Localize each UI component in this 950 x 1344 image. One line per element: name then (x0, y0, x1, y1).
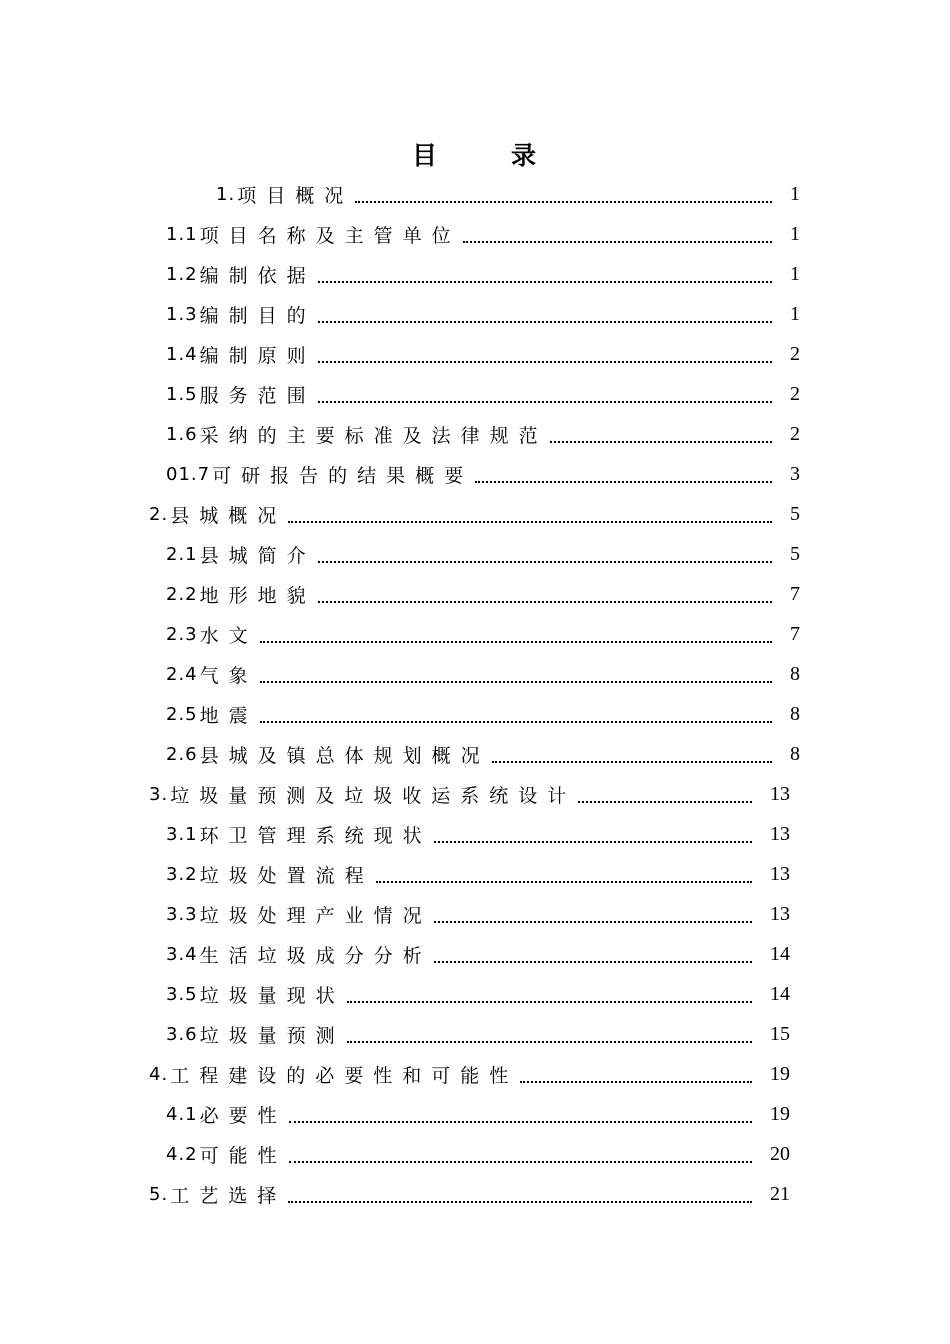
toc-entry-label: 项目名称及主管单位 (199, 224, 461, 247)
toc-dot-leader (355, 201, 772, 203)
toc-entry[interactable] (166, 934, 790, 974)
toc-dot-leader (318, 561, 772, 563)
toc-entry[interactable] (166, 654, 800, 694)
toc-entry-label: 编制原则 (199, 344, 316, 367)
toc-dot-leader (347, 1001, 752, 1003)
toc-entry-label: 编制依据 (199, 264, 316, 287)
toc-entry-label: 工艺选择 (170, 1184, 287, 1207)
toc-entry-label: 项目概况 (237, 184, 354, 207)
toc-entry-page: 5 (790, 502, 800, 525)
toc-dot-leader (318, 401, 772, 403)
toc-entry-number: 1. (216, 183, 236, 205)
page-title (0, 136, 950, 172)
toc-entry-page: 2 (790, 342, 800, 365)
toc-dot-leader (550, 441, 772, 443)
toc-entry-number: 3.4 (166, 943, 198, 965)
toc-entry[interactable] (166, 254, 800, 294)
toc-entry-label: 垃圾处置流程 (199, 864, 374, 887)
toc-entry-page: 13 (770, 782, 790, 805)
toc-dot-leader (376, 881, 752, 883)
toc-entry-page: 15 (770, 1022, 790, 1045)
toc-dot-leader (260, 641, 772, 643)
toc-entry-number: 1.1 (166, 223, 198, 245)
toc-dot-leader (288, 1201, 752, 1203)
toc-entry-label: 必要性 (199, 1104, 287, 1127)
toc-entry-number: 2.5 (166, 703, 198, 725)
title-part-1: 目 (411, 141, 439, 170)
toc-dot-leader (434, 841, 752, 843)
toc-entry-label: 县城简介 (199, 544, 316, 567)
toc-dot-leader (434, 961, 752, 963)
toc-entry[interactable] (216, 174, 800, 214)
toc-entry[interactable] (166, 694, 800, 734)
toc-entry-page: 2 (790, 422, 800, 445)
toc-entry-label: 垃圾量预测及垃圾收运系统设计 (170, 784, 577, 807)
toc-dot-leader (520, 1081, 752, 1083)
toc-entry-number: 1.3 (166, 303, 198, 325)
toc-entry-label: 采纳的主要标准及法律规范 (199, 424, 548, 447)
toc-entry-page: 8 (790, 702, 800, 725)
toc-entry-label: 水文 (199, 624, 258, 647)
toc-entry-page: 1 (790, 302, 800, 325)
toc-entry-page: 1 (790, 222, 800, 245)
toc-entry[interactable] (166, 894, 790, 934)
toc-entry-number: 5. (149, 1183, 169, 1205)
toc-entry-label: 工程建设的必要性和可能性 (170, 1064, 519, 1087)
toc-entry-label: 生活垃圾成分分析 (199, 944, 432, 967)
toc-entry[interactable] (166, 374, 800, 414)
toc-entry-label: 气象 (199, 664, 258, 687)
toc-dot-leader (475, 481, 772, 483)
toc-entry-number: 1.5 (166, 383, 198, 405)
toc-entry-number: 1.4 (166, 343, 198, 365)
toc-entry-page: 1 (790, 262, 800, 285)
toc-entry-page: 7 (790, 582, 800, 605)
toc-entry-number: 1.2 (166, 263, 198, 285)
toc-entry[interactable] (166, 614, 800, 654)
toc-entry-page: 8 (790, 662, 800, 685)
toc-entry-label: 服务范围 (199, 384, 316, 407)
toc-entry[interactable] (149, 1054, 790, 1094)
toc-entry-page: 5 (790, 542, 800, 565)
toc-entry-number: 3.5 (166, 983, 198, 1005)
toc-entry[interactable] (166, 534, 800, 574)
toc-entry[interactable] (166, 854, 790, 894)
toc-entry-page: 19 (770, 1102, 790, 1125)
toc-entry-page: 13 (770, 902, 790, 925)
title-part-2: 录 (511, 141, 539, 170)
toc-dot-leader (260, 681, 772, 683)
toc-entry-page: 7 (790, 622, 800, 645)
toc-entry-page: 2 (790, 382, 800, 405)
toc-entry-page: 19 (770, 1062, 790, 1085)
toc-entry-label: 环卫管理系统现状 (199, 824, 432, 847)
toc-entry-label: 可研报告的结果概要 (212, 464, 474, 487)
toc-entry-label: 地形地貌 (199, 584, 316, 607)
toc-entry[interactable] (166, 1134, 790, 1174)
toc-entry-number: 3.2 (166, 863, 198, 885)
toc-entry-page: 20 (770, 1142, 790, 1165)
toc-entry-page: 13 (770, 862, 790, 885)
toc-entry-page: 21 (770, 1182, 790, 1205)
toc-entry-number: 4.1 (166, 1103, 198, 1125)
toc-entry-number: 4.2 (166, 1143, 198, 1165)
toc-dot-leader (434, 921, 752, 923)
toc-dot-leader (318, 601, 772, 603)
toc-entry-page: 13 (770, 822, 790, 845)
toc-entry-number: 2.4 (166, 663, 198, 685)
toc-entry-label: 垃圾量预测 (199, 1024, 345, 1047)
toc-entry[interactable] (166, 294, 800, 334)
toc-entry-page: 1 (790, 182, 800, 205)
toc-entry-label: 编制目的 (199, 304, 316, 327)
toc-entry-label: 地震 (199, 704, 258, 727)
toc-entry[interactable] (166, 974, 790, 1014)
toc-entry-label: 县城及镇总体规划概况 (199, 744, 490, 767)
toc-dot-leader (260, 721, 772, 723)
toc-entry[interactable] (166, 454, 800, 494)
toc-entry[interactable] (166, 1094, 790, 1134)
toc-entry[interactable] (149, 774, 790, 814)
toc-dot-leader (492, 761, 772, 763)
toc-entry-page: 14 (770, 982, 790, 1005)
toc-entry-number: 3.3 (166, 903, 198, 925)
toc-entry-number: 3. (149, 783, 169, 805)
toc-entry-label: 垃圾量现状 (199, 984, 345, 1007)
toc-entry-label: 可能性 (199, 1144, 287, 1167)
toc-entry-label: 县城概况 (170, 504, 287, 527)
toc-entry[interactable] (166, 1014, 790, 1054)
toc-dot-leader (347, 1041, 752, 1043)
toc-entry-number: 3.1 (166, 823, 198, 845)
toc-entry-label: 垃圾处理产业情况 (199, 904, 432, 927)
toc-entry[interactable] (166, 214, 800, 254)
toc-entry[interactable] (166, 814, 790, 854)
toc-entry-page: 8 (790, 742, 800, 765)
toc-entry[interactable] (166, 334, 800, 374)
toc-entry-number: 2. (149, 503, 169, 525)
toc-dot-leader (318, 361, 772, 363)
toc-dot-leader (578, 801, 752, 803)
toc-entry-number: 3.6 (166, 1023, 198, 1045)
toc-dot-leader (289, 1121, 752, 1123)
toc-entry[interactable] (166, 574, 800, 614)
toc-dot-leader (463, 241, 772, 243)
toc-entry-number: 2.6 (166, 743, 198, 765)
toc-entry-page: 14 (770, 942, 790, 965)
toc-entry[interactable] (166, 734, 800, 774)
toc-dot-leader (288, 521, 772, 523)
toc-entry-number: 2.1 (166, 543, 198, 565)
toc-entry[interactable] (166, 414, 800, 454)
toc-entry[interactable] (149, 1174, 790, 1214)
toc-entry-number: 4. (149, 1063, 169, 1085)
toc-entry-page: 3 (790, 462, 800, 485)
toc-entry-number: 2.3 (166, 623, 198, 645)
toc-entry-number: 1.6 (166, 423, 198, 445)
toc-dot-leader (289, 1161, 752, 1163)
toc-entry-number: 2.2 (166, 583, 198, 605)
toc-dot-leader (318, 281, 772, 283)
toc-entry[interactable] (149, 494, 800, 534)
toc-dot-leader (318, 321, 772, 323)
toc-entry-number: 01.7 (166, 463, 211, 485)
